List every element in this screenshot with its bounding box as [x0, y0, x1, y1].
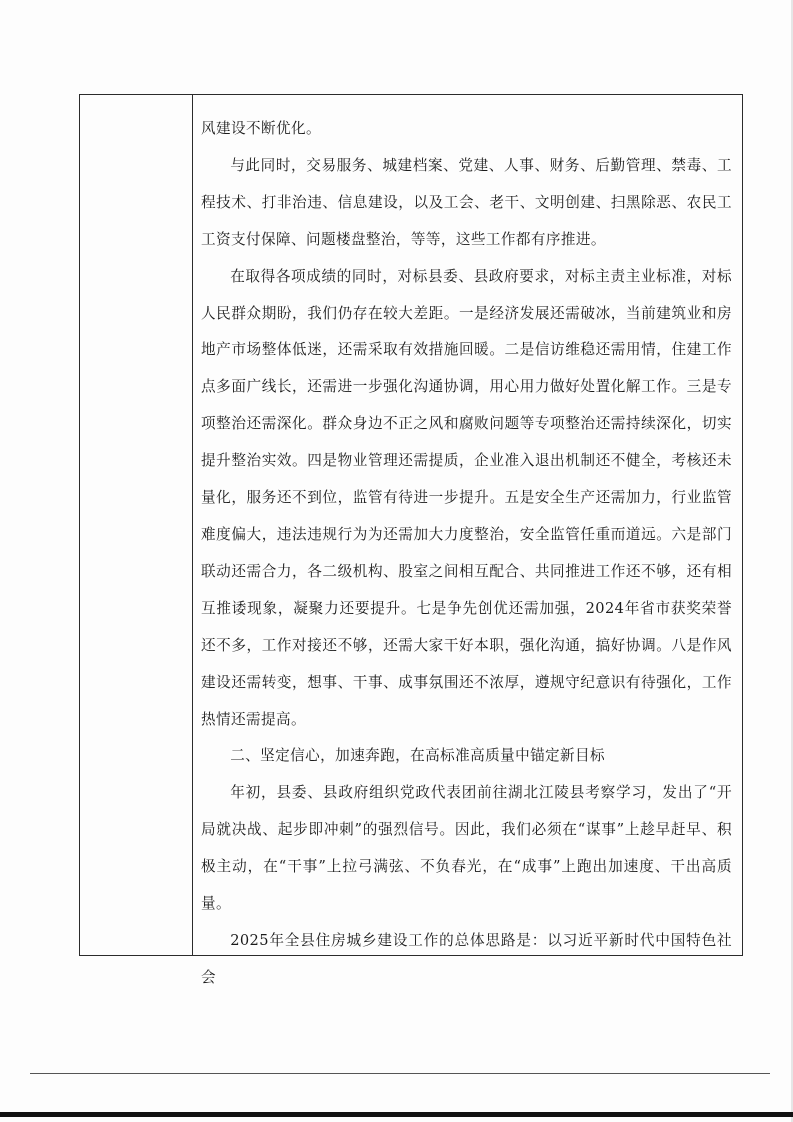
form-table — [79, 94, 743, 986]
paragraph-1: 风建设不断优化。 — [201, 120, 321, 137]
paragraph-5: 年初，县委、县政府组织党政代表团前往湖北江陵县考察学习，发出了“开局就决战、起步即冲刺”的强烈信号。因此，我们必须在“谋事”上趁早赶早、积极主动，在“干事”上拉弓满弦、不负春光，在“成事”上跑出加速度、干出高质量。 — [201, 784, 732, 913]
footer-rule-thin — [30, 1073, 770, 1074]
footer-rule-thick — [0, 1112, 793, 1117]
section-heading: 二、坚定信心，加速奔跑，在高标准高质量中锚定新目标 — [230, 747, 606, 765]
table-left-column — [80, 95, 193, 955]
paragraph-6: 2025年全县住房城乡建设工作的总体思路是：以习近平新时代中国特色社会 — [201, 931, 732, 986]
paragraph-2: 与此同时，交易服务、城建档案、党建、人事、财务、后勤管理、禁毒、工程技术、打非治违、信息建设，以及工会、老干、文明创建、扫黑除恶、农民工工资支付保障、问题楼盘整治，等等，这些工作都有序推进。 — [201, 156, 732, 248]
paragraph-3: 在取得各项成绩的同时，对标县委、县政府要求，对标主责主业标准，对标人民群众期盼，我们仍存在较大差距。一是经济发展还需破冰，当前建筑业和房地产市场整体低迷，还需采取有效措施回暖。二是信访维稳还需用情，住建工作点多面广线长，还需进一步强化沟通协调，用心用力做好处置化解工作。三是专项整治还需深化。群众身边不正之风和腐败问题等专项整治还需持续深化，切实提升整治实效。四是物业管理还需提质，企业准入退出机制还不健全，考核还未量化，服务还不到位，监管有待进一步提升。五是安全生产还需加力，行业监管难度偏大，违法违规行为为还需加大力度整治，安全监管任重而道远。六是部门联动还需合力，各二级机构、股室之间相互配合、共同推进工作还不够，还有相互推诿现象，凝聚力还要提升。七是争先创优还需加强，2024年省市获奖荣誉还不多，工作对接还不够，还需大家干好本职，强化沟通，搞好协调。八是作风建设还需转变，想事、干事、成事氛围还不浓厚，遵规守纪意识有待强化，工作热情还需提高。 — [201, 267, 732, 728]
table-content-cell — [193, 95, 742, 986]
